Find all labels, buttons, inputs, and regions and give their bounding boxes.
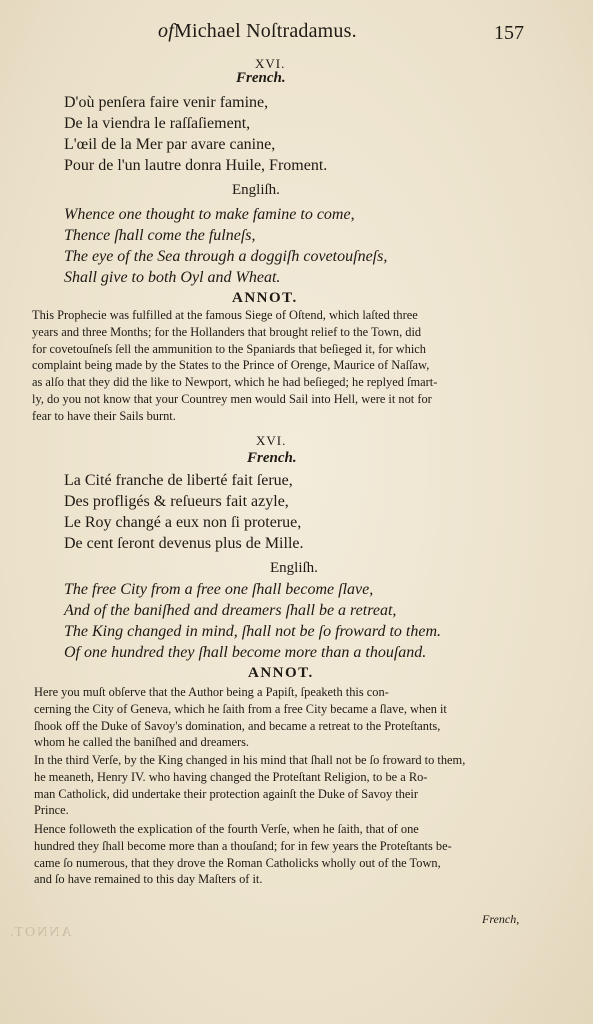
bleed-through-text: ANNOT. xyxy=(8,925,72,940)
prose-line: and ſo have remained to this day Maſters of it. xyxy=(34,872,263,887)
running-head-title: Michael Noſtradamus. xyxy=(173,20,357,42)
section2-french-heading: French. xyxy=(247,450,297,466)
verse-line: De la viendra le raſſaſiement, xyxy=(64,115,251,132)
section2-paragraph-3 xyxy=(34,821,552,888)
prose-line: hundred they ſhall become more than a thouſand; for in few years the Proteſtants be- xyxy=(34,838,452,853)
verse-line: The free City from a free one ſhall become ſlave, xyxy=(64,581,374,598)
prose-line: This Prophecie was fulfilled at the famous Siege of Oſtend, which laſted three xyxy=(32,308,418,322)
verse-line: La Cité franche de liberté fait ſerue, xyxy=(64,472,293,489)
prose-line: fear to have their Sails burnt. xyxy=(32,408,176,423)
verse-line: Shall give to both Oyl and Wheat. xyxy=(64,269,281,286)
section2-english-heading: Engliſh. xyxy=(270,560,318,576)
prose-line: years and three Months; for the Hollanders that brought relief to the Town, did xyxy=(32,324,422,339)
verse-line: The King changed in mind, ſhall not be ſo froward to them. xyxy=(64,623,442,640)
verse-line: L'œil de la Mer par avare canine, xyxy=(64,136,276,153)
section1-french-heading: French. xyxy=(236,70,286,86)
section2-annot-heading: ANNOT. xyxy=(248,665,314,681)
running-head xyxy=(158,20,357,43)
section1-annotation xyxy=(32,307,550,425)
prose-line: In the third Verſe, by the King changed in his mind that ſhall not be ſo froward to them, xyxy=(34,753,466,767)
prose-line: ly, do you not know that your Countrey men would Sail into Hell, were it not for xyxy=(32,391,432,406)
section2-number: XVI. xyxy=(256,433,287,448)
prose-line: cerning the City of Geneva, which he ſaith from a free City became a ſlave, when it xyxy=(34,701,447,716)
prose-line: came ſo numerous, that they drove the Roman Catholicks wholly out of the Town, xyxy=(34,855,441,870)
verse-line: The eye of the Sea through a doggiſh covetouſneſs, xyxy=(64,248,388,265)
verse-line: Des profligés & reſueurs fait azyle, xyxy=(64,493,289,510)
prose-line: man Catholick, did undertake their protection againſt the Duke of Savoy their xyxy=(34,786,419,801)
section2-french-verse xyxy=(64,470,304,554)
prose-line: he meaneth, Henry IV. who having changed the Proteſtant Religion, to be a Ro- xyxy=(34,769,428,784)
section2-paragraph-2 xyxy=(34,752,552,819)
verse-line: Of one hundred they ſhall become more than a thouſand. xyxy=(64,644,427,661)
section1-english-heading: Engliſh. xyxy=(232,182,280,198)
section1-french-verse xyxy=(64,92,327,176)
section2-paragraph-1 xyxy=(34,684,552,751)
prose-line: for covetouſneſs ſell the ammunition to the Spaniards that beſieged it, for which xyxy=(32,341,426,356)
prose-line: Prince. xyxy=(34,803,69,818)
verse-line: And of the baniſhed and dreamers ſhall be a retreat, xyxy=(64,602,397,619)
verse-line: D'où penſera faire venir famine, xyxy=(64,94,269,111)
prose-line: Here you muſt obſerve that the Author being a Papiſt, ſpeaketh this con- xyxy=(34,685,389,699)
running-head-prefix: of xyxy=(158,20,174,42)
verse-line: Pour de l'un lautre donra Huile, Froment. xyxy=(64,157,328,174)
prose-line: as alſo that they did the like to Newport, which he had beſieged; he replyed ſmart- xyxy=(32,375,438,390)
section2-english-verse xyxy=(64,579,441,663)
verse-line: De cent ſeront devenus plus de Mille. xyxy=(64,535,304,552)
prose-line: Hence followeth the explication of the fourth Verſe, when he ſaith, that of one xyxy=(34,822,419,836)
verse-line: Whence one thought to make famine to come, xyxy=(64,206,355,223)
section1-annot-heading: ANNOT. xyxy=(232,290,298,306)
prose-line: whom he called the baniſhed and dreamers. xyxy=(34,735,250,750)
section1-english-verse xyxy=(64,204,387,288)
prose-line: complaint being made by the States to the Prince of Orenge, Maurice of Naſſaw, xyxy=(32,358,430,373)
catchword: French, xyxy=(482,912,520,926)
prose-line: ſhook off the Duke of Savoy's domination, and became a retreat to the Proteſtants, xyxy=(34,718,441,733)
verse-line: Thence ſhall come the fulneſs, xyxy=(64,227,256,244)
section1-number: XVI. xyxy=(255,56,286,71)
page-number: 157 xyxy=(494,22,524,44)
verse-line: Le Roy changé a eux non ſi proterue, xyxy=(64,514,302,531)
